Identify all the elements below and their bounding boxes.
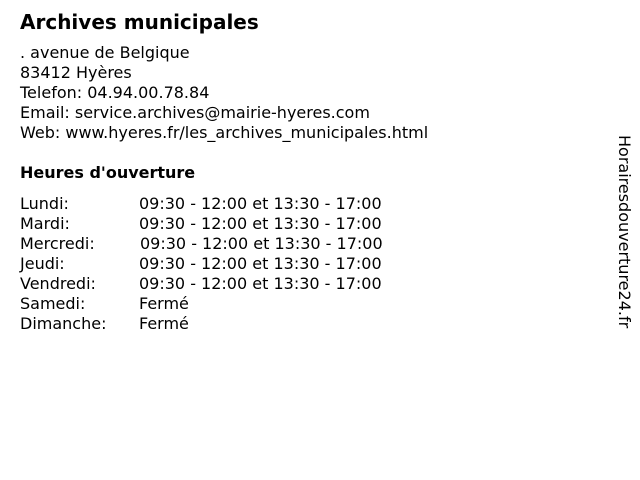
address-line: . avenue de Belgique <box>20 43 190 62</box>
day-label: Dimanche: <box>20 314 107 333</box>
opening-hours-list <box>20 194 440 334</box>
web-line: Web: www.hyeres.fr/les_archives_municipales.html <box>20 123 429 142</box>
day-hours: 09:30 - 12:00 et 13:30 - 17:00 <box>139 194 382 213</box>
hours-row-friday <box>20 274 440 294</box>
hours-row-tuesday <box>20 214 440 234</box>
day-hours: 09:30 - 12:00 et 13:30 - 17:00 <box>139 254 382 273</box>
day-hours: 09:30 - 12:00 et 13:30 - 17:00 <box>139 214 382 233</box>
hours-row-monday <box>20 194 440 214</box>
opening-hours-heading: Heures d'ouverture <box>20 163 196 182</box>
day-label: Vendredi: <box>20 274 96 293</box>
email-line: Email: service.archives@mairie-hyeres.com <box>20 103 370 122</box>
day-label: Samedi: <box>20 294 86 313</box>
contact-info <box>20 43 428 143</box>
day-label: Mercredi: <box>20 234 95 253</box>
day-hours: 09:30 - 12:00 et 13:30 - 17:00 <box>140 234 383 253</box>
page-title: Archives municipales <box>20 10 259 34</box>
day-hours: Fermé <box>139 294 189 313</box>
day-label: Jeudi: <box>20 254 65 273</box>
hours-row-thursday <box>20 254 440 274</box>
hours-row-saturday <box>20 294 440 314</box>
day-hours: 09:30 - 12:00 et 13:30 - 17:00 <box>139 274 382 293</box>
day-label: Mardi: <box>20 214 70 233</box>
site-watermark <box>612 135 636 375</box>
day-hours: Fermé <box>139 314 189 333</box>
hours-row-wednesday <box>20 234 440 254</box>
phone-line: Telefon: 04.94.00.78.84 <box>20 83 210 102</box>
city-line: 83412 Hyères <box>20 63 132 82</box>
watermark-text: Horairesdouverture24.fr <box>615 135 634 329</box>
hours-row-sunday <box>20 314 440 334</box>
day-label: Lundi: <box>20 194 69 213</box>
